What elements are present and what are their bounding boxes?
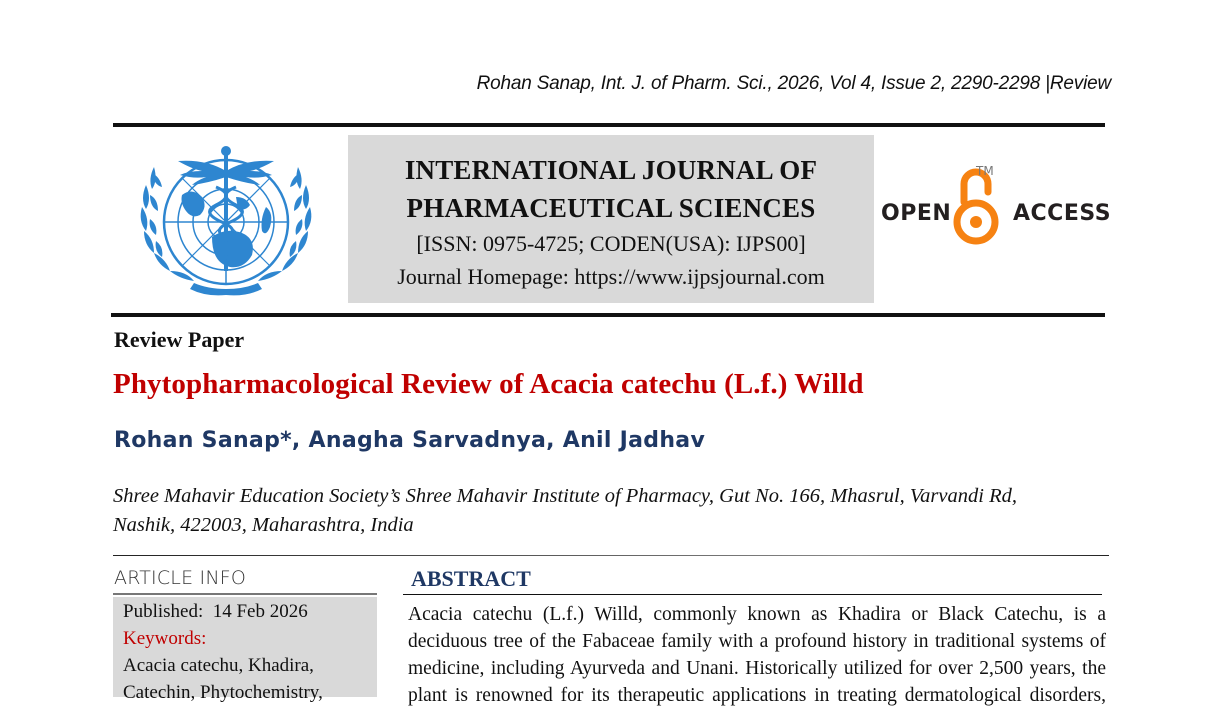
trademark-mark: TM [976,164,994,178]
journal-title-line1: INTERNATIONAL JOURNAL OF [404,155,818,185]
journal-issn: [ISSN: 0975-4725; CODEN(USA): IJPS00] [416,231,806,256]
keywords-label: Keywords: [123,628,207,649]
journal-logo-icon [124,137,328,307]
keywords-line-1: Acacia catechu, Khadira, [123,655,314,676]
affiliation-line-2: Nashik, 422003, Maharashtra, India [113,514,414,536]
journal-masthead [348,135,874,303]
published-value: 14 Feb 2026 [212,601,308,622]
article-info-divider [113,593,377,595]
abstract-text [408,601,1106,709]
author-affiliation [113,482,1103,540]
paper-type-label: Review Paper [114,327,245,352]
running-head-citation: Rohan Sanap, Int. J. of Pharm. Sci., 2026, Vol 4, Issue 2, 2290-2298 |Review [476,73,1111,94]
journal-homepage-link[interactable]: Journal Homepage: https://www.ijpsjournal.com [397,264,825,289]
journal-title-line2: PHARMACEUTICAL SCIENCES [406,193,816,223]
abstract-line: medicine, including Ayurveda and Unani. Historically utilized for over 2,500 years, the [408,658,1106,679]
abstract-line: deciduous tree of the Fabaceae family with a profound history in traditional systems of [408,631,1106,652]
affiliation-line-1: Shree Mahavir Education Society’s Shree Mahavir Institute of Pharmacy, Gut No. 166, Mhasrul, Varvandi Rd, [113,485,1017,507]
abstract-divider [403,594,1102,595]
keywords-line-2: Catechin, Phytochemistry, [123,682,323,703]
paper-title: Phytopharmacological Review of Acacia catechu (L.f.) Willd [113,368,864,400]
article-info-panel [113,597,377,703]
abstract-heading: ABSTRACT [411,566,531,591]
open-access-logo [878,160,1112,255]
author-list: Rohan Sanap*, Anagha Sarvadnya, Anil Jadhav [114,428,706,453]
abstract-line: Acacia catechu (L.f.) Willd, commonly known as Khadira or Black Catechu, is a [408,604,1106,625]
header-bottom-rule [111,313,1105,317]
open-access-left-text: OPEN [881,201,952,226]
abstract-line: plant is renowned for its therapeutic applications in treating dermatological disorders, [408,685,1106,706]
open-access-right-text: ACCESS [1013,201,1112,226]
affiliation-divider [113,555,1109,556]
published-date-row [123,598,377,625]
published-label: Published: [123,601,204,622]
header-top-rule [113,123,1105,127]
article-info-heading: ARTICLE INFO [114,567,247,589]
